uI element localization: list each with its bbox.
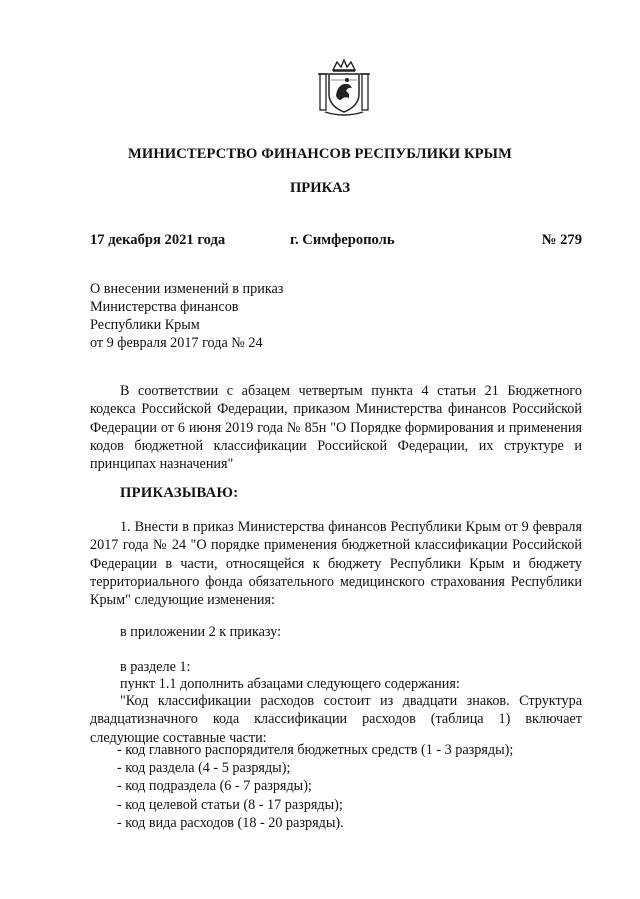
order-number: № 279: [541, 232, 582, 248]
subject-line: О внесении изменений в приказ: [90, 281, 284, 297]
list-item: - код целевой статьи (8 - 17 разряды);: [117, 796, 343, 813]
decree-heading: ПРИКАЗЫВАЮ:: [120, 485, 239, 501]
list-item: - код вида расходов (18 - 20 разряды).: [117, 814, 344, 831]
subject-line: Министерства финансов: [90, 299, 239, 315]
quoted-paragraph: "Код классификации расходов состоит из двадцати знаков. Структура двадцатизначного кода классификации расходов (таблица 1) включает следующие составные части:: [90, 693, 582, 746]
addition-line: пункт 1.1 дополнить абзацами следующего содержания:: [120, 676, 460, 692]
code-structure-list: [117, 741, 513, 832]
subject-line: от 9 февраля 2017 года № 24: [90, 335, 263, 351]
list-item: - код подраздела (6 - 7 разряды);: [117, 778, 312, 795]
subject-line: Республики Крым: [90, 317, 200, 333]
item-1-paragraph: 1. Внести в приказ Министерства финансов Республики Крым от 9 февраля 2017 года № 24 "О порядке применения бюджетной классификации Российской Федерации в части, относящейся к бюджету Республики Крым и бюджету территориального фонда обязательного медицинского страхования Республики Крым" следующие изменения:: [90, 519, 582, 609]
ministry-name: МИНИСТЕРСТВО ФИНАНСОВ РЕСПУБЛИКИ КРЫМ: [128, 146, 512, 162]
order-date: 17 декабря 2021 года: [90, 232, 226, 248]
legal-basis-paragraph: В соответствии с абзацем четвертым пункта 4 статьи 21 Бюджетного кодекса Российской Федерации, приказом Министерства финансов Российской Федерации от 6 июня 2019 года № 85н "О Порядке формирования и применения кодов бюджетной классификации Российской Федерации, их структуре и принципах назначения": [90, 383, 582, 473]
document-type-title: ПРИКАЗ: [289, 180, 351, 196]
appendix-line: в приложении 2 к приказу:: [120, 624, 282, 640]
list-item: - код главного распорядителя бюджетных средств (1 - 3 разряды);: [117, 742, 514, 758]
order-city: г. Симферополь: [290, 232, 395, 248]
order-subject: [90, 280, 283, 352]
crimea-coat-of-arms-icon: [317, 58, 371, 116]
section-line: в разделе 1:: [120, 659, 191, 675]
list-item: - код раздела (4 - 5 разряды);: [117, 760, 291, 777]
